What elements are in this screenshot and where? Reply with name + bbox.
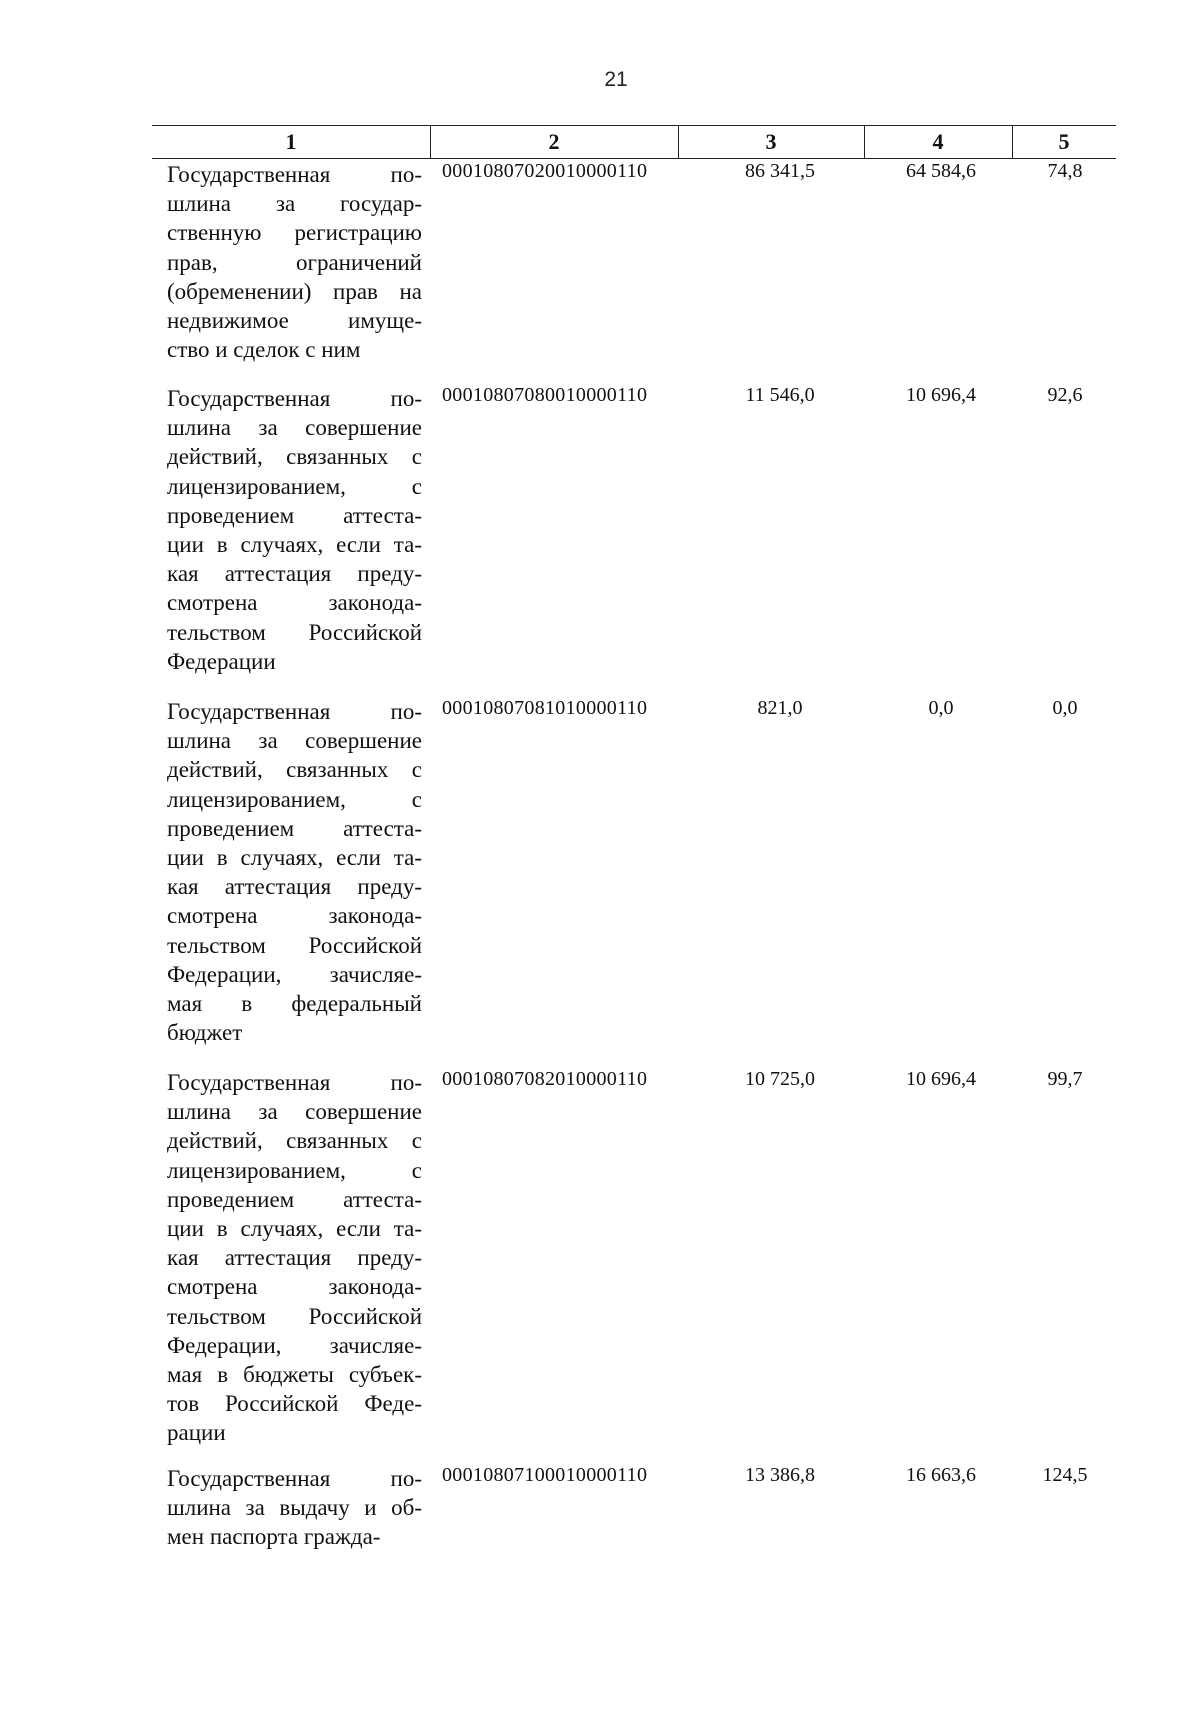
description-line: тельством Российской (167, 1303, 422, 1329)
description-line: ции в случаях, если та- (167, 532, 422, 558)
description-line: проведением аттеста- (167, 502, 422, 528)
description-line: мая в бюджеты субъек- (167, 1362, 422, 1388)
actual-amount: 0,0 (928, 697, 954, 719)
row-description (167, 1464, 422, 1552)
description-line: смотрена законода- (167, 590, 422, 616)
description-line: Государственная по- (167, 1070, 422, 1095)
description-line: мая в федеральный (167, 991, 422, 1017)
budget-code: 00010807080010000110 (442, 384, 648, 406)
percent-executed: 99,7 (1047, 1068, 1083, 1090)
description-line: кая аттестация преду- (167, 1245, 422, 1271)
description-line: ственную регистрацию (167, 220, 422, 246)
row-description (167, 384, 422, 676)
description-line: смотрена законода- (167, 903, 422, 929)
description-line: действий, связанных с (167, 1128, 422, 1154)
percent-executed: 92,6 (1047, 384, 1083, 406)
header-col-3: 3 (765, 129, 777, 154)
description-line: шлина за совершение (167, 1099, 422, 1125)
actual-amount: 10 696,4 (906, 384, 976, 406)
description-line: ции в случаях, если та- (167, 845, 422, 871)
description-line: недвижимое имуще- (167, 308, 422, 334)
description-line: тов Российской Феде- (167, 1391, 422, 1417)
budget-code: 00010807082010000110 (442, 1068, 648, 1090)
actual-amount: 10 696,4 (906, 1068, 976, 1090)
description-line: кая аттестация преду- (167, 561, 422, 587)
description-line: лицензированием, с (167, 473, 422, 499)
description-line: Государственная по- (167, 162, 422, 187)
description-line: действий, связанных с (167, 757, 422, 783)
description-line: ции в случаях, если та- (167, 1216, 422, 1242)
description-line: проведением аттеста- (167, 815, 422, 841)
description-line: кая аттестация преду- (167, 874, 422, 900)
actual-amount: 64 584,6 (906, 160, 976, 182)
description-line: лицензированием, с (167, 1157, 422, 1183)
budget-code: 00010807100010000110 (442, 1464, 648, 1486)
description-line: шлина за государ- (167, 191, 422, 217)
description-line: лицензированием, с (167, 786, 422, 812)
header-col-5: 5 (1058, 129, 1070, 154)
description-line: Федерации, зачисляе- (167, 1332, 422, 1358)
budget-code: 00010807020010000110 (442, 160, 648, 182)
row-description (167, 1068, 422, 1448)
description-line: мен паспорта гражда- (167, 1524, 381, 1550)
description-line: действий, связанных с (167, 444, 422, 470)
description-line: бюджет (167, 1020, 243, 1046)
description-line: проведением аттеста- (167, 1186, 422, 1212)
planned-amount: 13 386,8 (745, 1464, 815, 1486)
description-line: тельством Российской (167, 619, 422, 645)
description-line: Государственная по- (167, 1466, 422, 1491)
planned-amount: 821,0 (757, 697, 803, 719)
description-line: Государственная по- (167, 386, 422, 411)
description-line: прав, ограничений (167, 249, 422, 275)
description-line: Федерации (167, 648, 276, 674)
percent-executed: 124,5 (1042, 1464, 1088, 1486)
description-line: смотрена законода- (167, 1274, 422, 1300)
description-line: (обременении) прав на (167, 278, 422, 304)
description-line: шлина за выдачу и об- (167, 1495, 422, 1521)
percent-executed: 0,0 (1052, 697, 1078, 719)
description-line: рации (167, 1420, 226, 1446)
description-line: шлина за совершение (167, 415, 422, 441)
description-line: шлина за совершение (167, 728, 422, 754)
row-description (167, 697, 422, 1047)
budget-code: 00010807081010000110 (442, 697, 648, 719)
row-description (167, 160, 422, 364)
planned-amount: 86 341,5 (745, 160, 815, 182)
description-line: ство и сделок с ним (167, 337, 361, 363)
percent-executed: 74,8 (1047, 160, 1083, 182)
description-line: Государственная по- (167, 699, 422, 724)
planned-amount: 10 725,0 (745, 1068, 815, 1090)
header-col-1: 1 (285, 129, 297, 154)
header-col-4: 4 (932, 129, 944, 154)
description-line: Федерации, зачисляе- (167, 961, 422, 987)
actual-amount: 16 663,6 (906, 1464, 976, 1486)
page-number: 21 (604, 68, 628, 91)
header-col-2: 2 (548, 129, 560, 154)
planned-amount: 11 546,0 (745, 384, 815, 406)
table-header (152, 125, 1116, 159)
description-line: тельством Российской (167, 932, 422, 958)
